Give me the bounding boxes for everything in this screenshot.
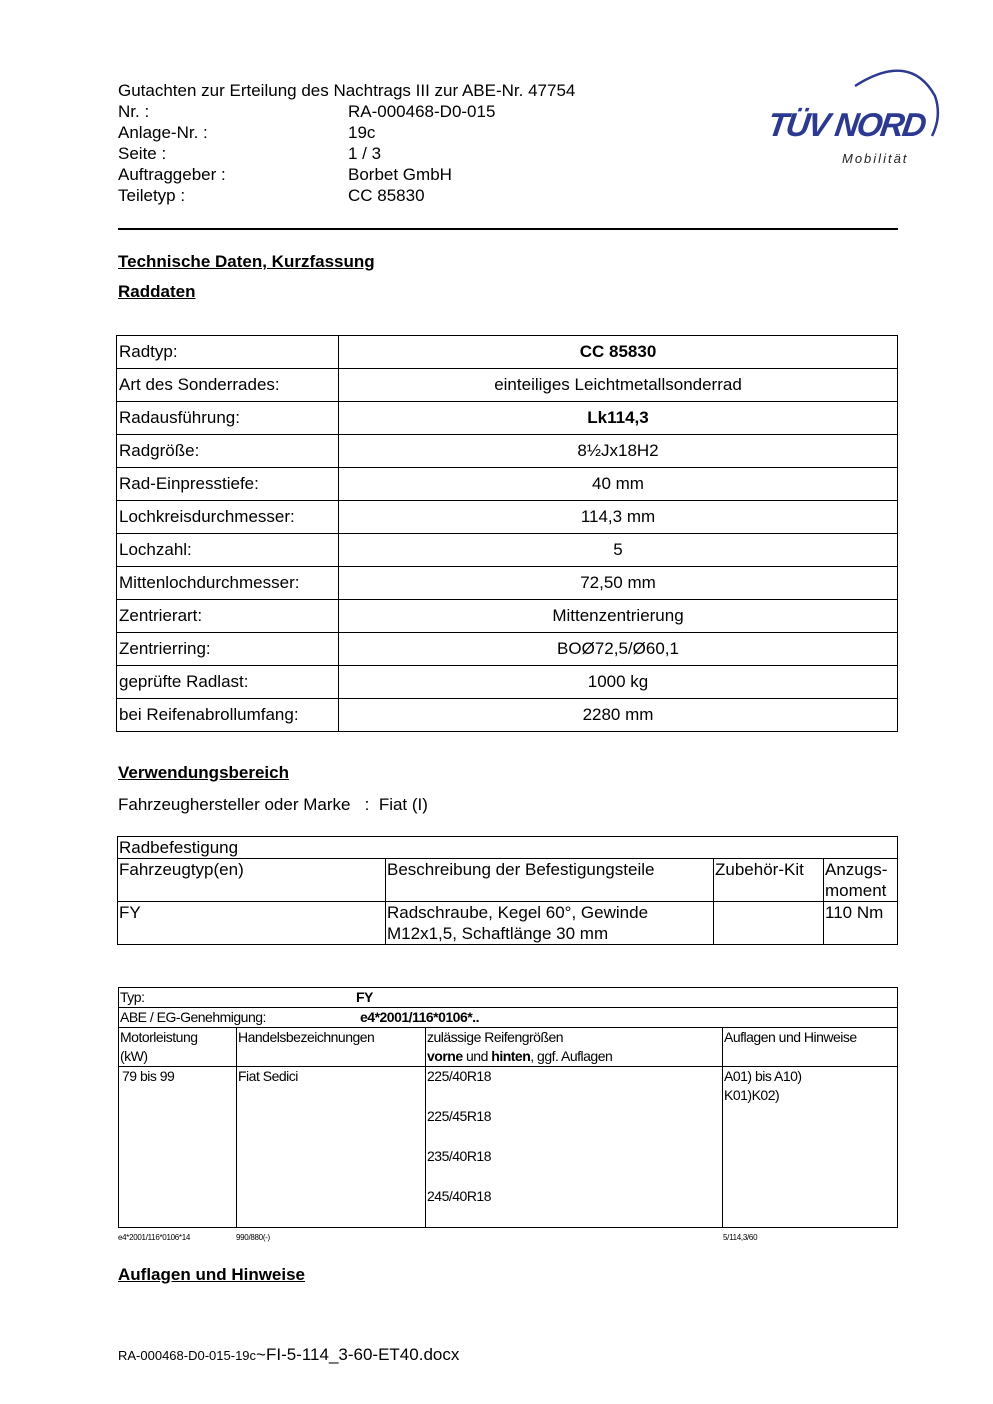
header-row-teiletyp [118, 185, 575, 206]
wheel-data-row [117, 402, 898, 435]
header-value: Borbet GmbH [348, 165, 452, 184]
mounting-kit [714, 902, 824, 945]
tiny-bolt-pattern: 5/114,3/60 [723, 1233, 758, 1242]
mounting-header-type: Fahrzeugtyp(en) [118, 859, 386, 902]
tyre-size: 245/40R18 [427, 1188, 492, 1204]
header-value: RA-000468-D0-015 [348, 102, 496, 121]
mounting-header-kit: Zubehör-Kit [714, 859, 824, 902]
header-row-seite [118, 143, 575, 164]
header-label: Seite : [118, 144, 167, 163]
vehicle-type-label: Typ: [120, 989, 145, 1005]
vehicle-abe-label: ABE / EG-Genehmigung: [120, 1009, 266, 1025]
vehicle-power: 79 bis 99 [119, 1067, 237, 1228]
wheel-data-row [117, 534, 898, 567]
manufacturer-label: Fahrzeughersteller oder Marke [118, 795, 351, 814]
vehicle-header-trade: Handelsbezeichnungen [237, 1028, 426, 1067]
wheel-data-row [117, 501, 898, 534]
logo-subtitle: Mobilität [842, 151, 909, 166]
mounting-header-row [118, 859, 898, 902]
header-value: CC 85830 [348, 186, 425, 205]
auflagen-text: , ggf. Auflagen [530, 1048, 613, 1064]
wheel-data-value: Mittenzentrierung [339, 600, 898, 633]
header-label: Anlage-Nr. : [118, 123, 208, 142]
wheel-data-table [116, 335, 898, 732]
wheel-data-value: 8½Jx18H2 [339, 435, 898, 468]
wheel-data-label: Mittenlochdurchmesser: [117, 567, 339, 600]
logo-wordmark: TÜV NORD [765, 106, 928, 143]
mounting-title: Radbefestigung [118, 837, 898, 859]
mounting-title-row [118, 837, 898, 859]
footer-filename-large: ~FI-5-114_3-60-ET40.docx [256, 1345, 460, 1364]
section-wheel-heading: Raddaten [118, 282, 196, 301]
vehicle-header-tyres [426, 1028, 723, 1067]
footer-filename-small: RA-000468-D0-015-19c [118, 1348, 257, 1363]
vehicle-tyres [426, 1067, 723, 1228]
vehicle-row [119, 1067, 898, 1228]
wheel-data-label: Zentrierring: [117, 633, 339, 666]
tiny-weights: 990/880(-) [236, 1233, 270, 1242]
manufacturer-line [118, 795, 428, 815]
wheel-data-value: 114,3 mm [339, 501, 898, 534]
header-label: Auftraggeber : [118, 165, 226, 184]
header-divider [118, 228, 898, 230]
wheel-data-row [117, 567, 898, 600]
wheel-data-label: Radausführung: [117, 402, 339, 435]
wheel-data-row [117, 699, 898, 732]
vehicle-header-row [119, 1028, 898, 1067]
manufacturer-sep: : [364, 795, 370, 814]
hinten-text: hinten [491, 1048, 531, 1064]
header-label: Nr. : [118, 102, 150, 121]
wheel-data-label: Radtyp: [117, 336, 339, 369]
header-line [427, 1047, 721, 1066]
tuev-nord-logo [760, 56, 950, 171]
mounting-desc-line: Radschraube, Kegel 60°, Gewinde [387, 903, 649, 922]
wheel-data-label: bei Reifenabrollumfang: [117, 699, 339, 732]
header-line: Motorleistung [120, 1029, 198, 1045]
wheel-data-label: Rad-Einpresstiefe: [117, 468, 339, 501]
wheel-data-value: BOØ72,5/Ø60,1 [339, 633, 898, 666]
mounting-desc-line: M12x1,5, Schaftlänge 30 mm [387, 924, 609, 943]
manufacturer-value: Fiat (I) [378, 795, 428, 814]
wheel-data-label: Radgröße: [117, 435, 339, 468]
mounting-header-desc: Beschreibung der Befestigungsteile [386, 859, 714, 902]
vehicle-type-cell [119, 988, 898, 1008]
tyre-size: 235/40R18 [427, 1148, 492, 1164]
header-line: zulässige Reifengrößen [427, 1029, 564, 1045]
vehicle-abe-row [119, 1008, 898, 1028]
section-notes-heading: Auflagen und Hinweise [118, 1265, 306, 1284]
wheel-data-value: Lk114,3 [339, 402, 898, 435]
section-technical-heading: Technische Daten, Kurzfassung [118, 252, 375, 271]
vehicle-type-row [119, 988, 898, 1008]
wheel-data-value: 40 mm [339, 468, 898, 501]
vehicle-notes [723, 1067, 898, 1228]
section-usage-heading: Verwendungsbereich [118, 763, 289, 782]
vehicle-abe-value: e4*2001/116*0106*.. [360, 1009, 479, 1025]
tyre-size: 225/40R18 [427, 1068, 492, 1084]
und-text: und [462, 1048, 492, 1064]
mounting-torque: 110 Nm [824, 902, 898, 945]
vehicle-type-value: FY [356, 989, 373, 1005]
tiny-approval: e4*2001/116*0106*14 [118, 1233, 191, 1242]
wheel-data-label: Zentrierart: [117, 600, 339, 633]
wheel-data-value: CC 85830 [339, 336, 898, 369]
tyre-size: 225/45R18 [427, 1108, 492, 1124]
note-line: A01) bis A10) [724, 1068, 802, 1084]
header-label: Teiletyp : [118, 186, 186, 205]
footer-filename [118, 1345, 459, 1365]
mounting-type: FY [118, 902, 386, 945]
header-row-auftraggeber [118, 164, 575, 185]
wheel-data-value: einteiliges Leichtmetallsonderrad [339, 369, 898, 402]
mounting-table [117, 836, 898, 945]
wheel-data-value: 72,50 mm [339, 567, 898, 600]
wheel-data-row [117, 336, 898, 369]
wheel-data-row [117, 666, 898, 699]
wheel-data-label: Lochzahl: [117, 534, 339, 567]
vehicle-table [118, 987, 898, 1228]
wheel-data-row [117, 369, 898, 402]
wheel-data-label: Art des Sonderrades: [117, 369, 339, 402]
vorne-text: vorne [427, 1048, 463, 1064]
header-row-anlage [118, 122, 575, 143]
header-value: 19c [348, 123, 376, 142]
wheel-data-row [117, 600, 898, 633]
header-row-nr [118, 101, 575, 122]
mounting-desc [386, 902, 714, 945]
wheel-data-value: 1000 kg [339, 666, 898, 699]
wheel-data-row [117, 468, 898, 501]
mounting-row [118, 902, 898, 945]
note-line: K01)K02) [724, 1087, 780, 1103]
wheel-data-label: Lochkreisdurchmesser: [117, 501, 339, 534]
header-line: (kW) [120, 1048, 148, 1064]
wheel-data-value: 5 [339, 534, 898, 567]
document-header [118, 80, 575, 206]
header-title: Gutachten zur Erteilung des Nachtrags III zur ABE-Nr. 47754 [118, 81, 576, 100]
mounting-header-torque: Anzugs- moment [824, 859, 898, 902]
vehicle-abe-cell [119, 1008, 898, 1028]
wheel-data-row [117, 435, 898, 468]
wheel-data-value: 2280 mm [339, 699, 898, 732]
vehicle-trade: Fiat Sedici [237, 1067, 426, 1228]
header-value: 1 / 3 [348, 144, 382, 163]
vehicle-header-notes: Auflagen und Hinweise [723, 1028, 898, 1067]
vehicle-header-power [119, 1028, 237, 1067]
wheel-data-row [117, 633, 898, 666]
wheel-data-label: geprüfte Radlast: [117, 666, 339, 699]
